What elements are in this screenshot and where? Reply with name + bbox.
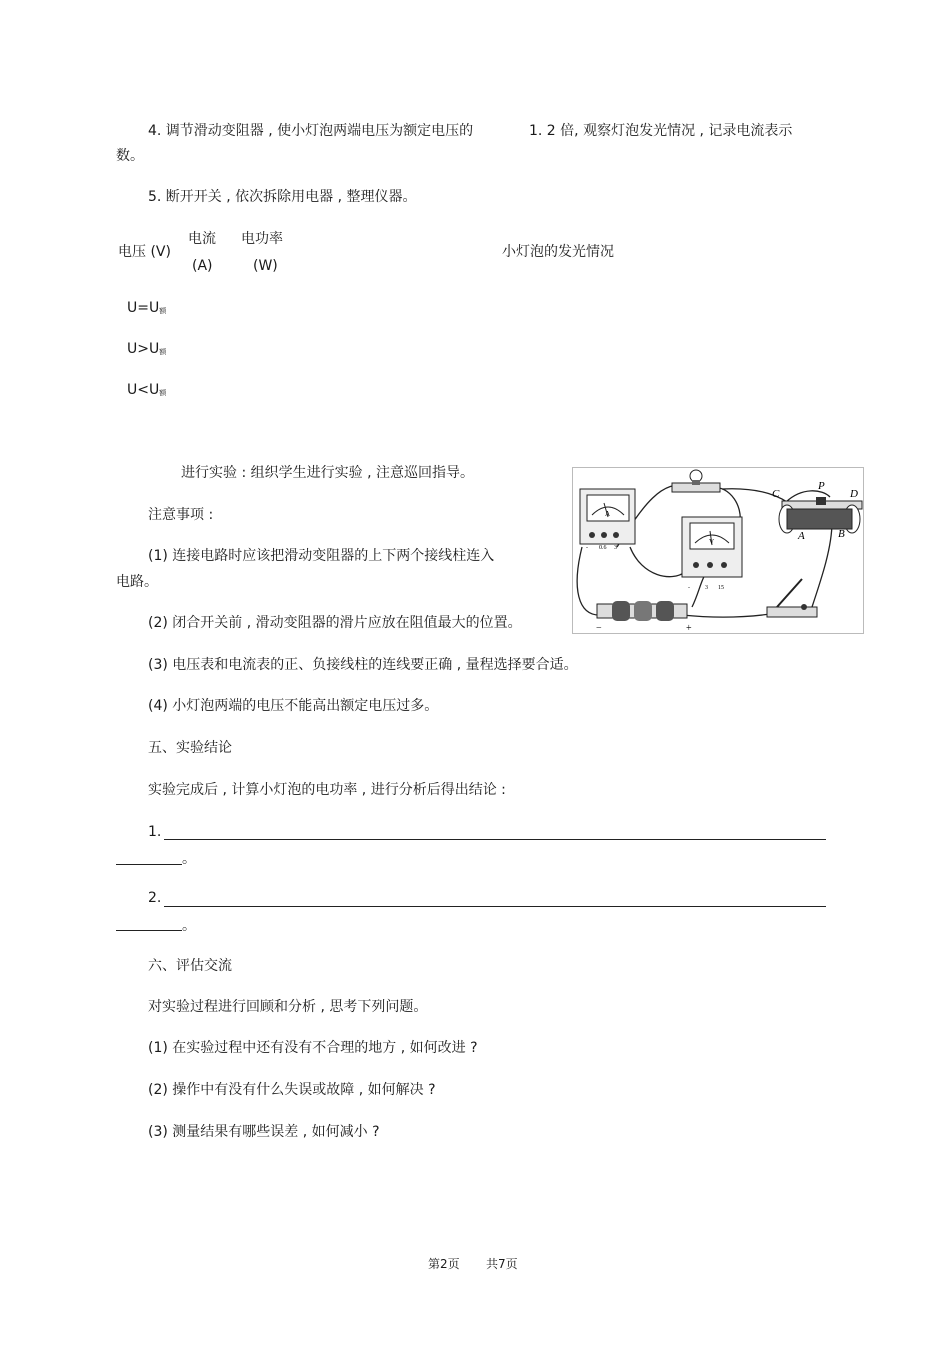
table-header-current-unit: (A) (192, 258, 213, 274)
evaluation-question-1: (1) 在实验过程中还有没有不合理的地方 , 如何改进 ? (148, 1040, 478, 1056)
answer-blank-1[interactable] (164, 839, 826, 840)
svg-text:+: + (686, 623, 692, 634)
evaluation-heading: 六、评估交流 (148, 958, 232, 974)
note-2: (2) 闭合开关前 , 滑动变阻器的滑片应放在阻值最大的位置。 (148, 615, 522, 631)
note-3: (3) 电压表和电流表的正、负接线柱的连线要正确 , 量程选择要合适。 (148, 657, 578, 673)
step4-text-continued: 数。 (116, 148, 144, 164)
table-row-label: U=U额 (127, 300, 167, 316)
step5-text: 5. 断开开关 , 依次拆除用电器 , 整理仪器。 (148, 189, 417, 205)
ammeter (580, 489, 635, 551)
table-row-label: U<U额 (127, 382, 167, 398)
note-4: (4) 小灯泡两端的电压不能高出额定电压过多。 (148, 698, 439, 714)
period-mark: 。 (182, 918, 196, 934)
svg-text:−: − (596, 623, 602, 634)
notes-title: 注意事项 : (148, 507, 214, 523)
svg-text:3: 3 (705, 585, 708, 591)
answer-blank-1-continued[interactable] (116, 864, 182, 865)
svg-text:D: D (850, 488, 858, 500)
table-header-power: 电功率 (241, 231, 283, 247)
circuit-diagram (572, 467, 864, 634)
svg-text:15: 15 (718, 585, 724, 591)
table-header-brightness: 小灯泡的发光情况 (502, 244, 614, 260)
answer-blank-2[interactable] (164, 906, 826, 907)
experiment-intro: 进行实验 : 组织学生进行实验 , 注意巡回指导。 (181, 465, 474, 481)
note-1-continued: 电路。 (116, 574, 158, 590)
conclusion-intro: 实验完成后 , 计算小灯泡的电功率 , 进行分析后得出结论 : (148, 782, 506, 798)
svg-text:-: - (586, 545, 588, 551)
table-header-power-unit: (W) (253, 258, 278, 274)
answer-blank-2-continued[interactable] (116, 930, 182, 931)
svg-text:A: A (798, 530, 805, 542)
svg-text:3: 3 (614, 545, 617, 551)
evaluation-question-2: (2) 操作中有没有什么失误或故障 , 如何解决 ? (148, 1082, 436, 1098)
conclusion-item-1-number: 1. (148, 824, 162, 840)
step4-text-part1: 4. 调节滑动变阻器 , 使小灯泡两端电压为额定电压的 (148, 123, 474, 139)
svg-text:V: V (709, 538, 715, 546)
evaluation-question-3: (3) 测量结果有哪些误差 , 如何减小 ? (148, 1124, 380, 1140)
conclusion-heading: 五、实验结论 (148, 740, 232, 756)
svg-text:0.6: 0.6 (599, 545, 607, 551)
evaluation-intro: 对实验过程进行回顾和分析 , 思考下列问题。 (148, 999, 428, 1015)
conclusion-item-2-number: 2. (148, 890, 162, 906)
note-1: (1) 连接电路时应该把滑动变阻器的上下两个接线柱连入 (148, 548, 495, 564)
svg-text:C: C (772, 488, 780, 500)
svg-text:-: - (688, 585, 690, 591)
svg-text:P: P (818, 480, 825, 492)
svg-text:A: A (605, 510, 611, 518)
period-mark: 。 (182, 851, 196, 867)
page-number: 第2页 (428, 1257, 460, 1271)
svg-text:B: B (838, 528, 845, 540)
table-header-current: 电流 (188, 231, 216, 247)
table-header-voltage: 电压 (V) (118, 244, 171, 260)
table-row-label: U>U额 (127, 341, 167, 357)
step4-text-part2: 1. 2 倍, 观察灯泡发光情况 , 记录电流表示 (529, 123, 793, 139)
page-total: 共7页 (486, 1257, 518, 1271)
